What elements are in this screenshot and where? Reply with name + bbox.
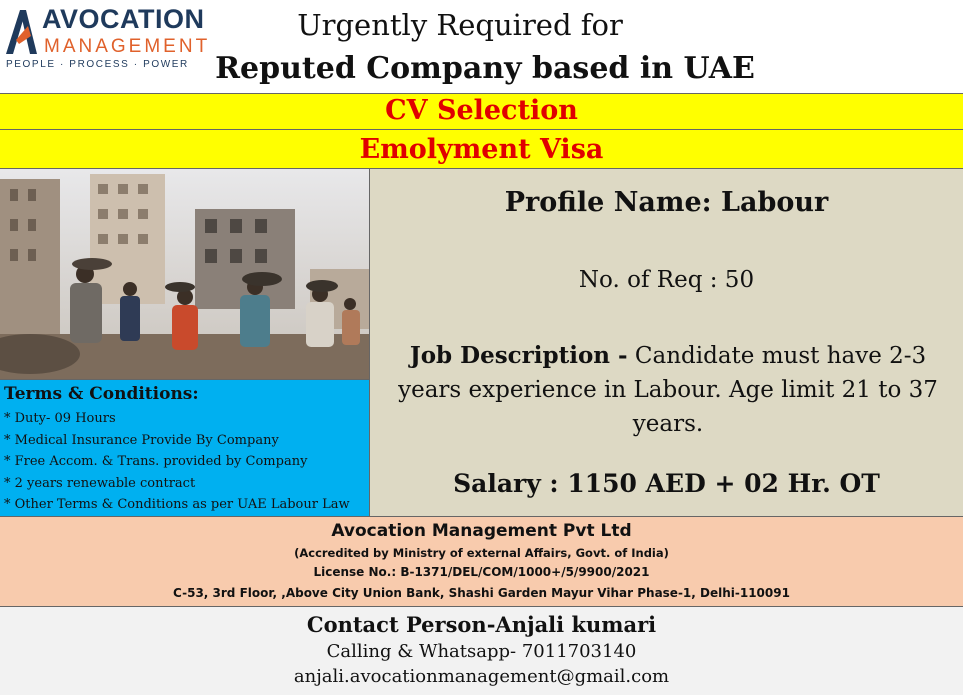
contact-section: [0, 607, 963, 695]
company-license: License No.: B-1371/DEL/COM/1000+/5/9900/2021: [313, 565, 650, 579]
terms-and-conditions: [0, 379, 370, 516]
logo-tagline: PEOPLE · PROCESS · POWER: [6, 59, 189, 70]
job-details-panel: [370, 169, 963, 516]
avocation-a-logo-icon: [4, 6, 38, 56]
job-description-label: Job Description -: [409, 342, 628, 369]
terms-title: Terms & Conditions:: [4, 384, 199, 404]
terms-item-medical: * Medical Insurance Provide By Company: [4, 432, 279, 448]
headline-company-uae: Reputed Company based in UAE: [215, 51, 755, 86]
company-accreditation: (Accredited by Ministry of external Affairs, Govt. of India): [294, 546, 669, 560]
contact-email: anjali.avocationmanagement@gmail.com: [293, 666, 670, 687]
construction-workers-photo: [0, 169, 370, 379]
job-description-text: Candidate must have 2-3 years experience in Labour. Age limit 21 to 37 years.: [398, 343, 938, 437]
visa-band: Emolyment Visa: [0, 129, 963, 169]
terms-item-contract: * 2 years renewable contract: [4, 475, 196, 491]
requirement-count: No. of Req : 50: [578, 267, 755, 293]
company-info: [0, 516, 963, 607]
construction-scene-illustration: [0, 169, 370, 379]
terms-item-accommodation: * Free Accom. & Trans. provided by Company: [4, 454, 308, 469]
logo-wordmark: AVOCATION: [42, 4, 205, 34]
contact-person: Contact Person-Anjali kumari: [306, 612, 657, 637]
salary: Salary : 1150 AED + 02 Hr. OT: [453, 469, 880, 498]
profile-name: Profile Name: Labour: [504, 187, 829, 218]
cv-selection-band: CV Selection: [0, 93, 963, 129]
header: [0, 0, 963, 93]
company-logo: [4, 4, 211, 74]
job-description: [378, 339, 958, 441]
company-address: C-53, 3rd Floor, ,Above City Union Bank, Shashi Garden Mayur Vihar Phase-1, Delhi-110091: [173, 586, 790, 600]
logo-subtitle: MANAGEMENT: [44, 36, 211, 57]
headline-urgently-required: Urgently Required for: [297, 8, 623, 42]
company-name: Avocation Management Pvt Ltd: [331, 521, 632, 541]
terms-item-other: * Other Terms & Conditions as per UAE Labour Law: [4, 497, 350, 512]
terms-item-duty: * Duty- 09 Hours: [4, 411, 116, 426]
contact-phone: Calling & Whatsapp- 7011703140: [326, 641, 637, 662]
